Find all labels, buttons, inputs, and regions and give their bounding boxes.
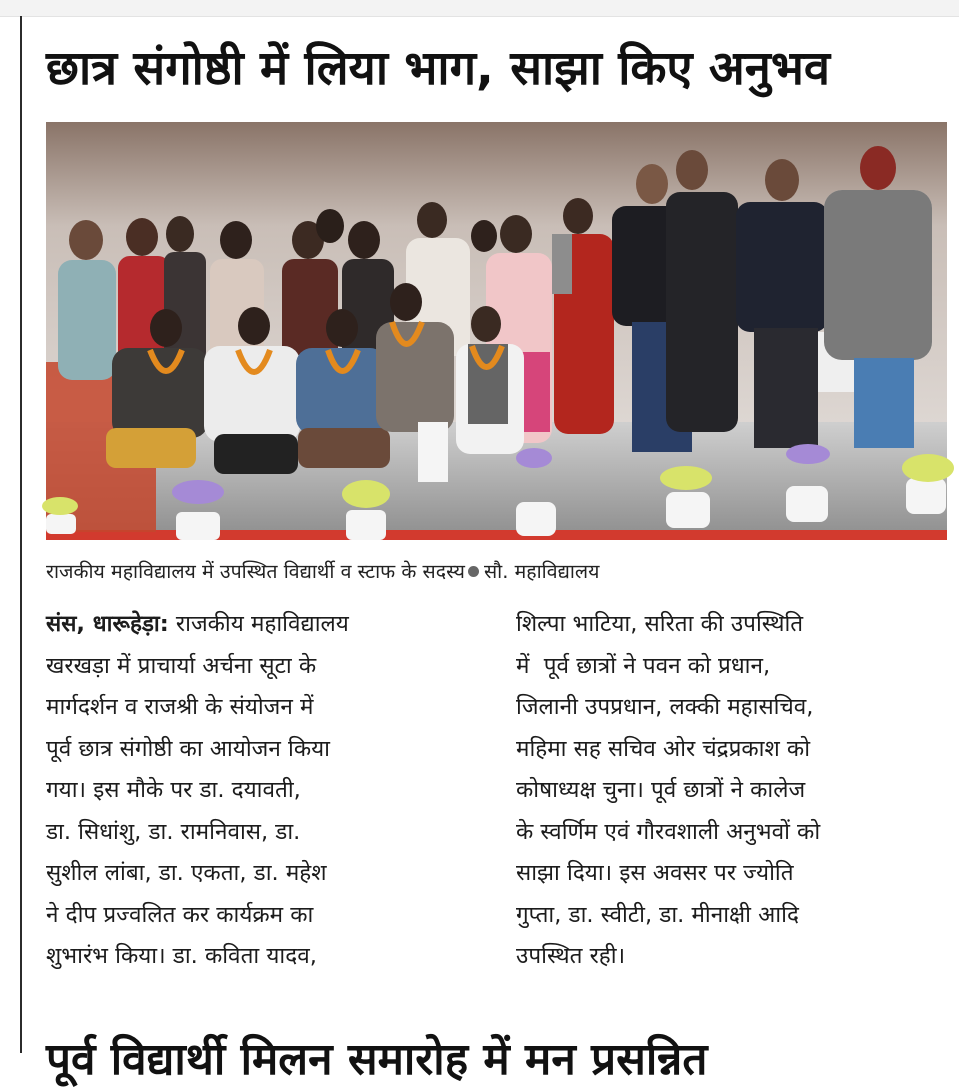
- dateline: संस, धारूहेड़ा:: [46, 611, 169, 637]
- column-line: संस, धारूहेड़ा: राजकीय महाविद्यालय: [46, 611, 349, 637]
- article-column-1: [46, 604, 501, 978]
- column-line: में पूर्व छात्रों ने पवन को प्रधान,: [516, 652, 771, 679]
- photo-caption: [46, 557, 951, 587]
- column-line: उपस्थित रही।: [516, 943, 626, 969]
- photo-credit: सौ. महाविद्यालय: [483, 560, 600, 583]
- column-line: साझा दिया। इस अवसर पर ज्योति: [516, 860, 794, 886]
- column-line: पूर्व छात्र संगोष्ठी का आयोजन किया: [46, 735, 331, 762]
- next-headline-text: पूर्व विद्यार्थी मिलन समारोह में मन प्रसन्नित: [46, 1034, 708, 1085]
- top-toolbar-strip: [0, 0, 959, 17]
- column-line: कोषाध्यक्ष चुना। पूर्व छात्रों ने कालेज: [516, 777, 806, 803]
- column-line: गया। इस मौके पर डा. दयावती,: [46, 777, 301, 803]
- column-line: शुभारंभ किया। डा. कविता यादव,: [46, 943, 317, 969]
- caption-text: राजकीय महाविद्यालय में उपस्थित विद्यार्थी व स्टाफ के सदस्य: [46, 560, 465, 583]
- article-column-2: [516, 604, 956, 978]
- article-headline: छात्र संगोष्ठी में लिया भाग, साझा किए अनुभव: [46, 41, 831, 96]
- column-line: जिलानी उपप्रधान, लक्की महासचिव,: [516, 694, 814, 720]
- column-line: शिल्पा भाटिया, सरिता की उपस्थिति: [516, 611, 804, 637]
- column-line: सुशील लांबा, डा. एकता, डा. महेश: [46, 860, 327, 886]
- column-line: महिमा सह सचिव ओर चंद्रप्रकाश को: [516, 735, 811, 762]
- next-article-headline-cropped: [46, 1030, 946, 1085]
- group-photo: [46, 122, 947, 540]
- column-line: खरखड़ा में प्राचार्या अर्चना सूटा के: [46, 652, 317, 679]
- column-line: के स्वर्णिम एवं गौरवशाली अनुभवों को: [516, 818, 821, 845]
- column-line: डा. सिधांशु, डा. रामनिवास, डा.: [46, 818, 301, 845]
- column-line: गुप्ता, डा. स्वीटी, डा. मीनाक्षी आदि: [516, 901, 799, 928]
- column-line: ने दीप प्रज्वलित कर कार्यक्रम का: [46, 901, 314, 928]
- column-line: मार्गदर्शन व राजश्री के संयोजन में: [46, 694, 314, 720]
- bullet-dot: [468, 566, 479, 577]
- column-divider: [20, 16, 22, 1053]
